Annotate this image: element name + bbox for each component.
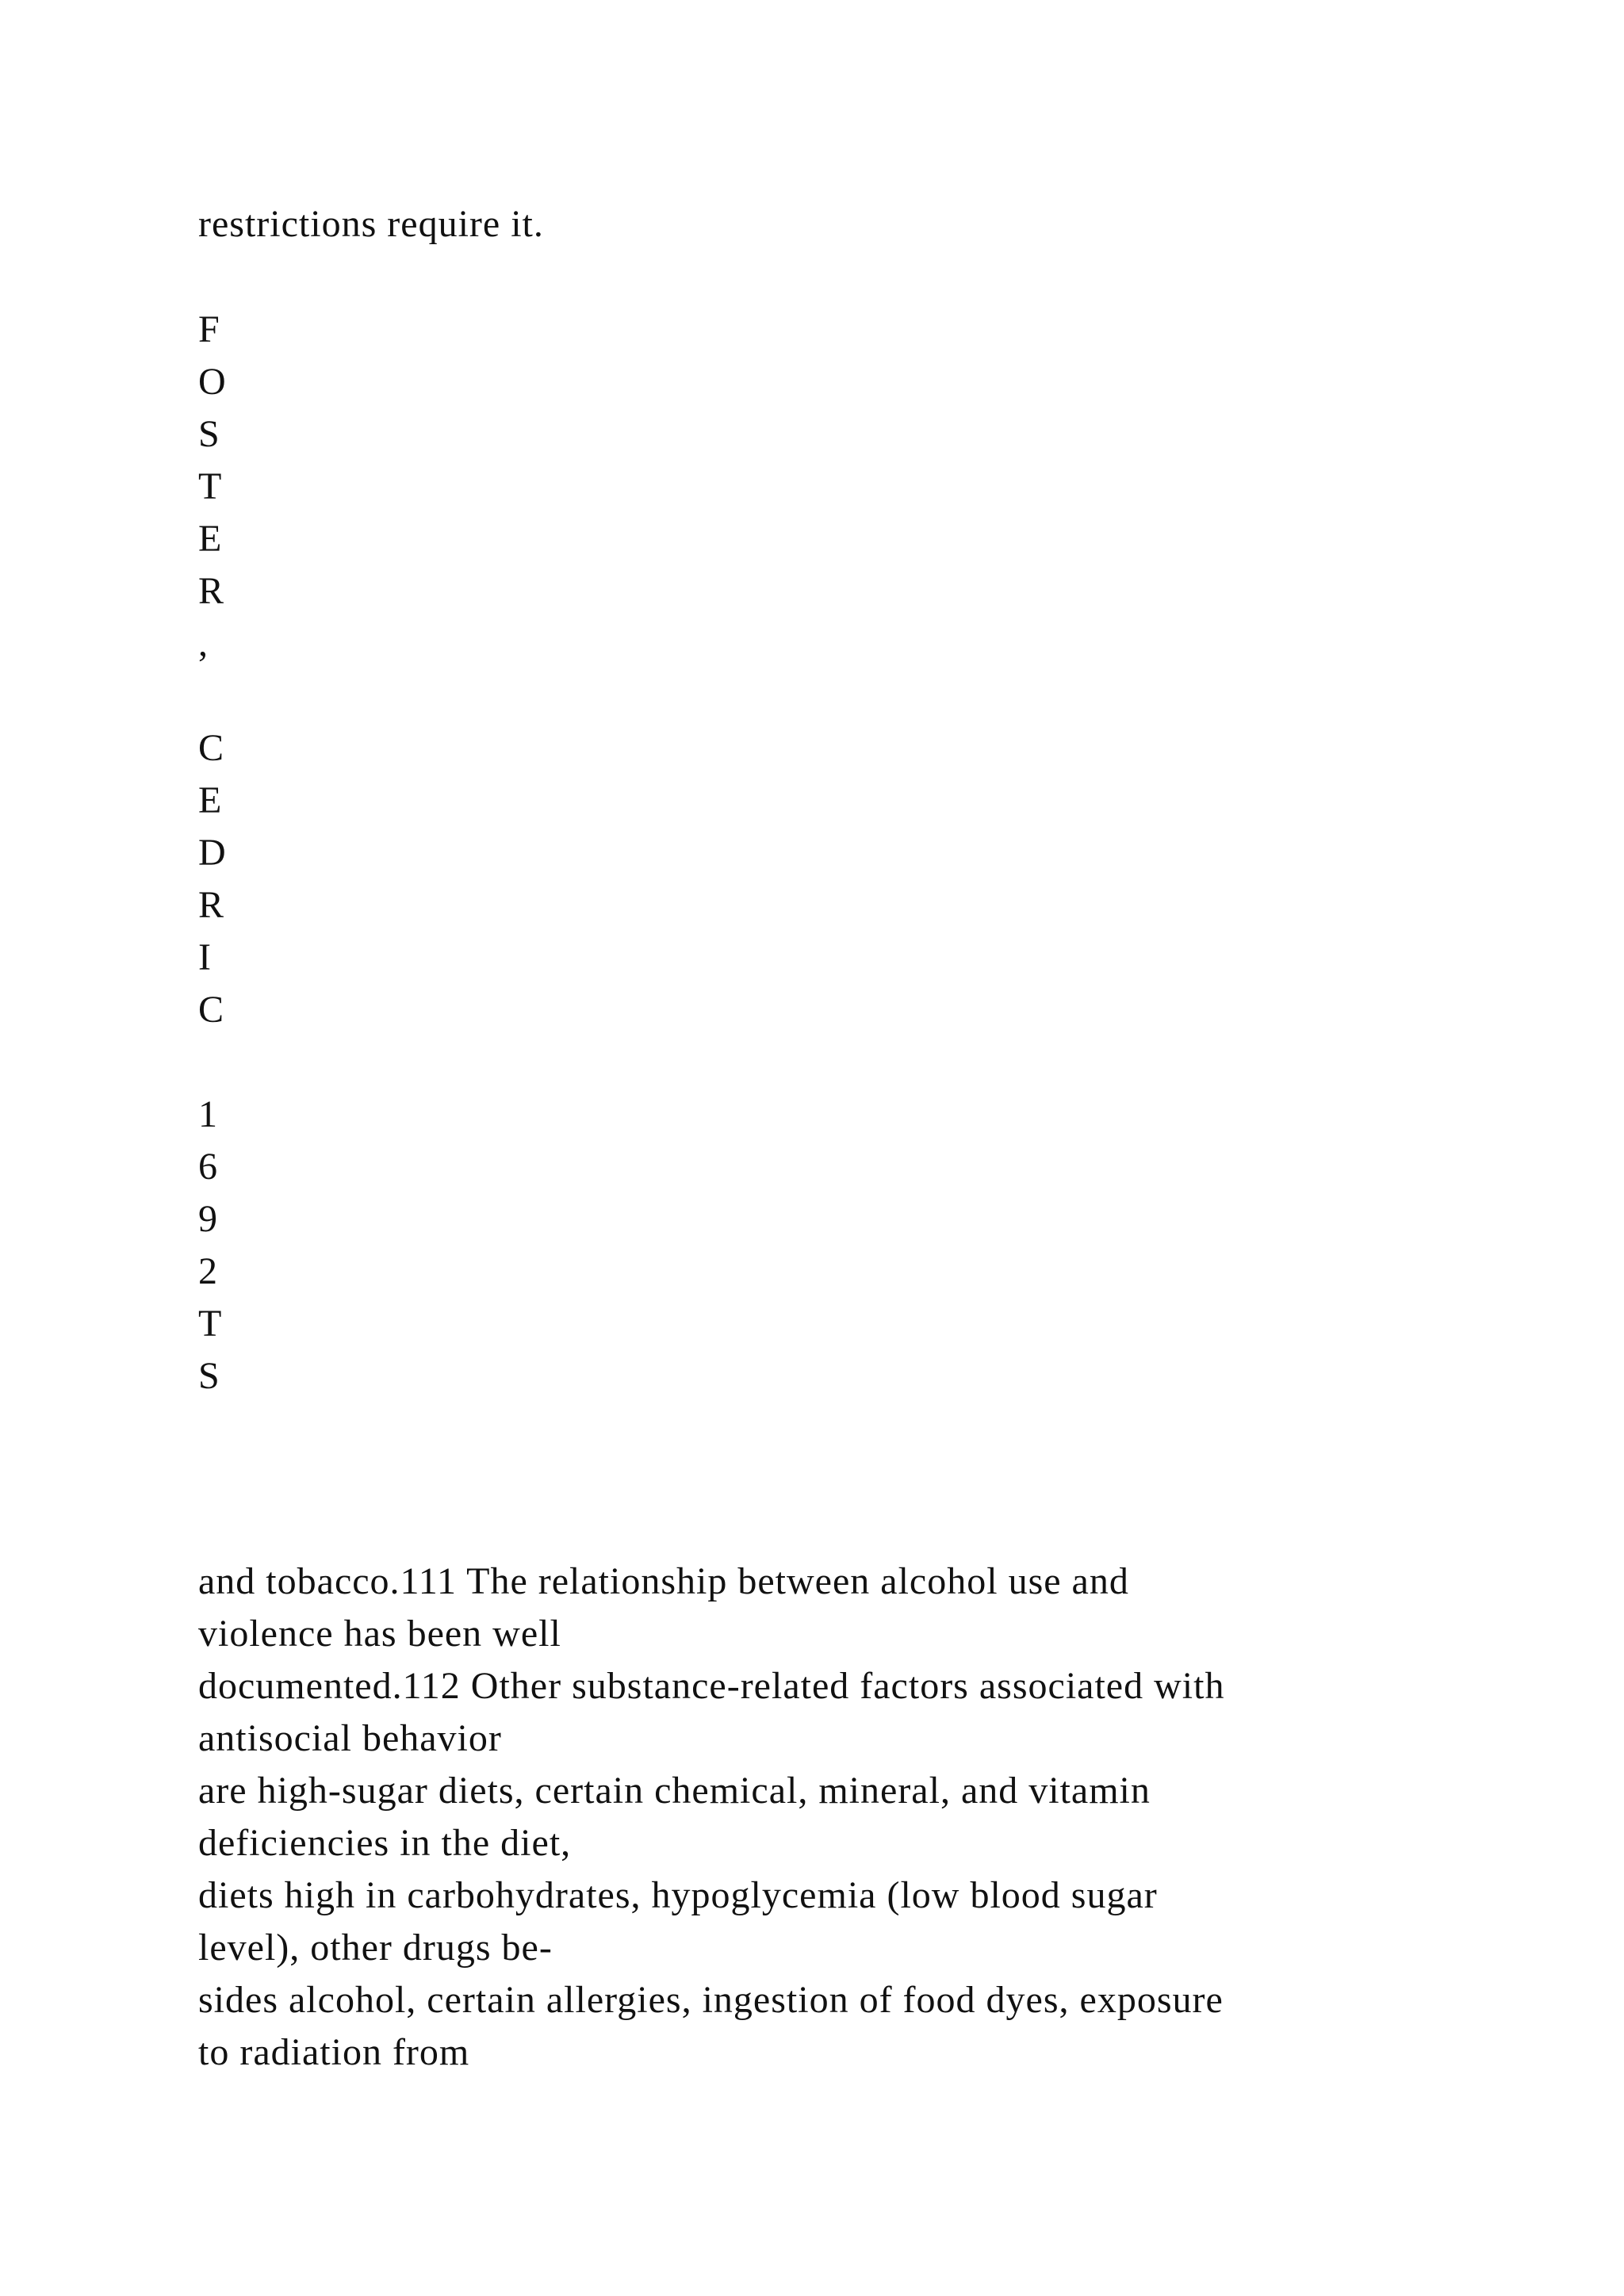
body-paragraph xyxy=(198,1556,1546,2079)
vertical-char xyxy=(198,1036,226,1089)
paragraph-line: antisocial behavior xyxy=(198,1717,502,1759)
vertical-char: E xyxy=(198,518,222,560)
first-text-line: restrictions require it. xyxy=(198,203,544,245)
vertical-char: 1 xyxy=(198,1093,217,1135)
vertical-char xyxy=(198,670,226,722)
paragraph-line: and tobacco.111 The relationship between alcohol use and xyxy=(198,1560,1129,1602)
vertical-char: , xyxy=(198,622,208,664)
vertical-char: 2 xyxy=(198,1250,217,1292)
vertical-char: T xyxy=(198,1303,222,1345)
vertical-char: F xyxy=(198,308,220,350)
paragraph-line: deficiencies in the diet, xyxy=(198,1822,572,1864)
vertical-char: R xyxy=(198,884,224,926)
vertical-char: C xyxy=(198,727,224,769)
vertical-char: C xyxy=(198,989,224,1031)
paragraph-line: violence has been well xyxy=(198,1613,561,1655)
vertical-char: D xyxy=(198,832,226,874)
paragraph-line: documented.112 Other substance-related factors associated with xyxy=(198,1665,1225,1707)
vertical-char: 6 xyxy=(198,1146,217,1188)
paragraph-line: diets high in carbohydrates, hypoglycemia (low blood sugar xyxy=(198,1874,1158,1916)
vertical-char: O xyxy=(198,361,226,403)
vertical-char: S xyxy=(198,1355,220,1397)
paragraph-line: sides alcohol, certain allergies, ingestion of food dyes, exposure xyxy=(198,1979,1224,2021)
paragraph-line: are high-sugar diets, certain chemical, mineral, and vitamin xyxy=(198,1770,1151,1812)
paragraph-line: to radiation from xyxy=(198,2031,470,2073)
vertical-char: R xyxy=(198,570,224,612)
vertical-char: 9 xyxy=(198,1198,217,1240)
paragraph-line: level), other drugs be- xyxy=(198,1927,553,1969)
vertical-watermark-text xyxy=(198,304,226,1402)
vertical-char: I xyxy=(198,936,211,978)
vertical-char: E xyxy=(198,779,222,821)
vertical-char: T xyxy=(198,465,222,507)
vertical-char: S xyxy=(198,413,220,455)
